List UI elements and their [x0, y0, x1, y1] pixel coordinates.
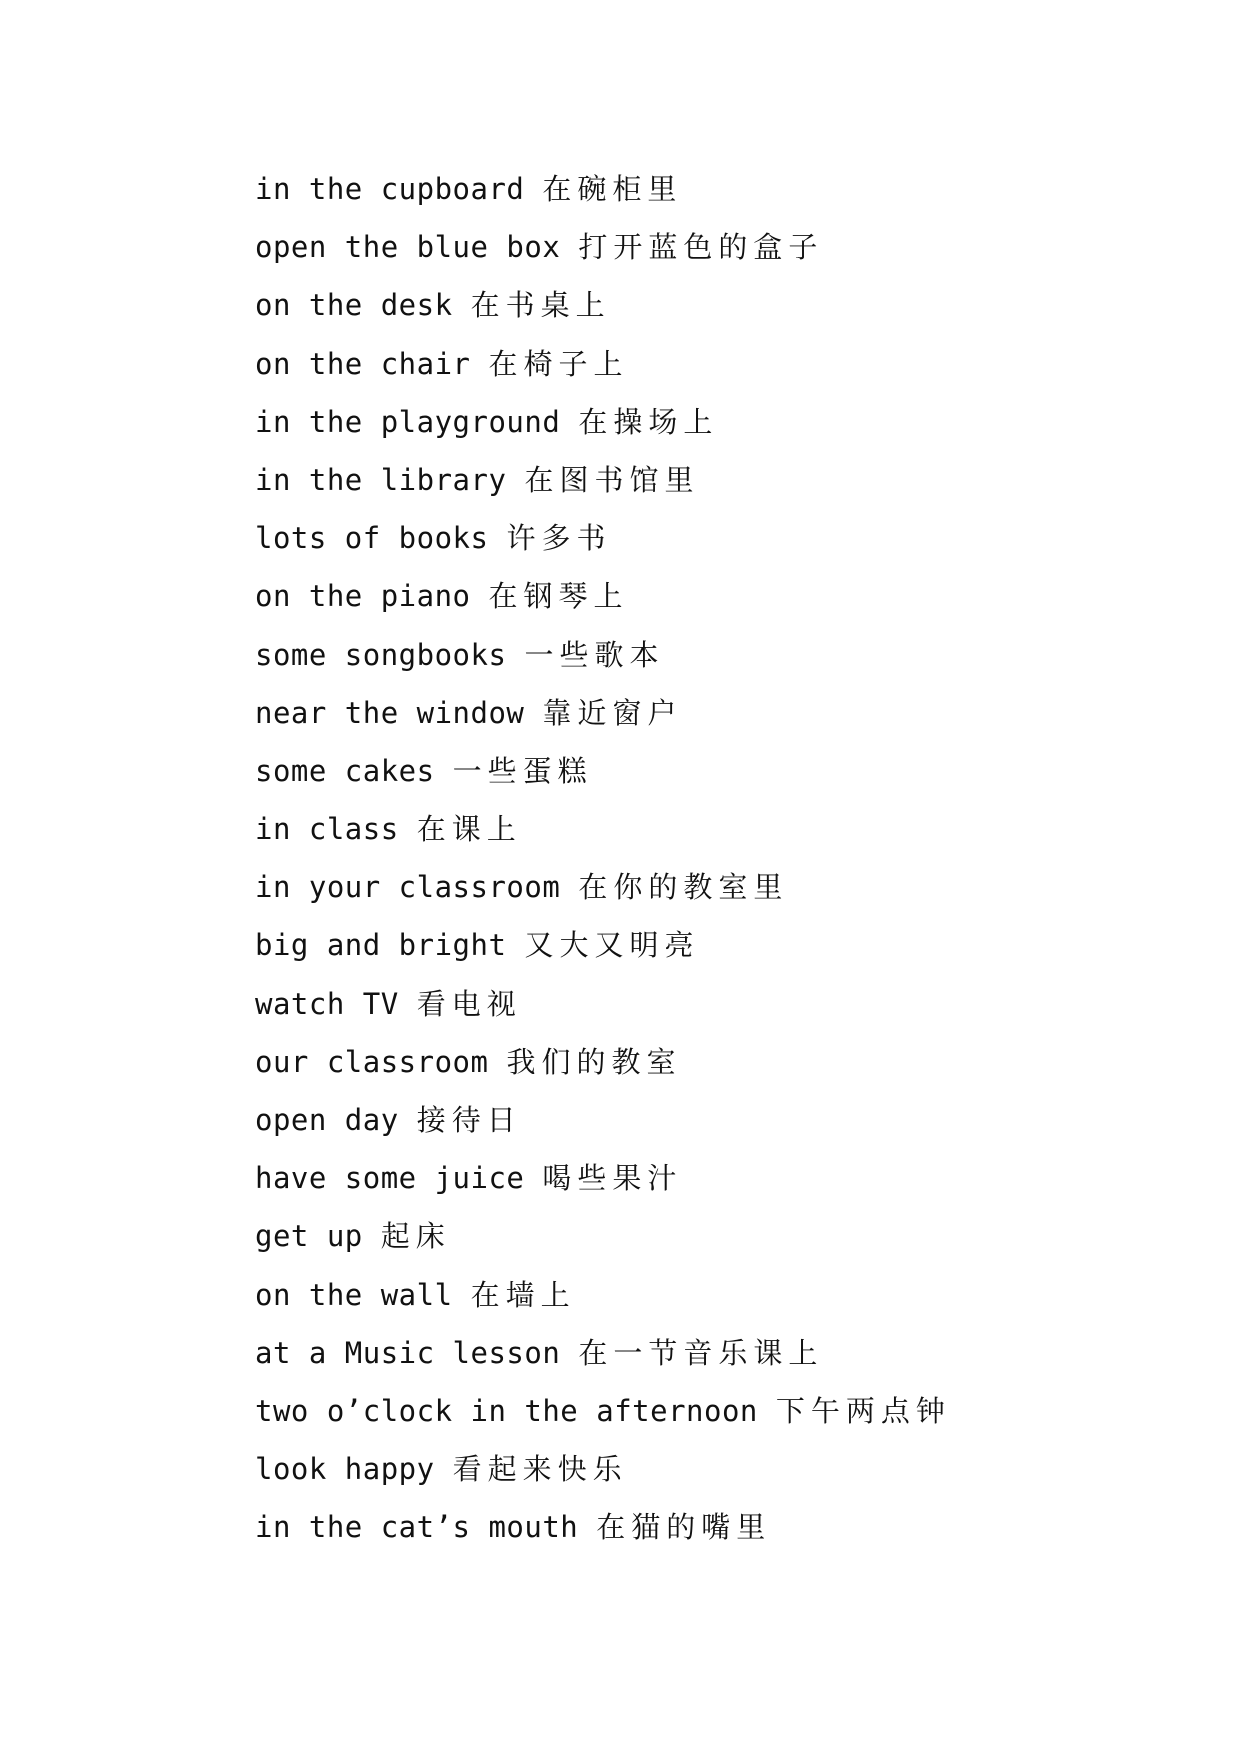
phrase-chinese: 在你的教室里 — [578, 870, 789, 905]
phrase-line — [255, 916, 951, 974]
phrase-english: in the cat’s mouth — [255, 1510, 579, 1545]
phrase-english: open day — [255, 1103, 399, 1137]
phrase-chinese: 又大又明亮 — [524, 928, 700, 963]
phrase-line — [255, 1440, 951, 1498]
phrase-chinese: 在椅子上 — [488, 346, 629, 381]
phrase-english: some songbooks — [255, 637, 507, 672]
phrase-line — [255, 1324, 951, 1382]
phrase-line — [255, 335, 951, 393]
phrase-line — [255, 1033, 951, 1091]
phrase-line — [255, 1498, 951, 1556]
phrase-line — [255, 1207, 951, 1265]
phrase-english: look happy — [255, 1452, 435, 1487]
phrase-chinese: 在书桌上 — [470, 288, 611, 323]
phrase-chinese: 起床 — [380, 1219, 451, 1254]
phrase-chinese: 喝些果汁 — [542, 1161, 683, 1196]
phrase-line — [255, 160, 951, 218]
phrase-english: watch TV — [255, 986, 399, 1021]
phrase-line — [255, 393, 951, 451]
phrase-chinese: 在钢琴上 — [488, 579, 629, 614]
phrase-line — [255, 742, 951, 800]
phrase-chinese: 靠近窗户 — [542, 695, 683, 730]
phrase-english: on the desk — [255, 288, 453, 323]
phrase-chinese: 在猫的嘴里 — [596, 1510, 772, 1545]
phrase-chinese: 在图书馆里 — [524, 462, 700, 497]
phrase-english: near the window — [255, 695, 525, 730]
phrase-line — [255, 858, 951, 916]
phrase-english: in your classroom — [255, 870, 561, 905]
phrase-line — [255, 800, 951, 858]
phrase-english: in the library — [255, 462, 507, 497]
phrase-english: get up — [255, 1219, 363, 1254]
phrase-line — [255, 626, 951, 684]
phrase-english: on the piano — [255, 579, 471, 614]
phrase-chinese: 一些蛋糕 — [452, 753, 593, 788]
phrase-chinese: 下午两点钟 — [775, 1393, 951, 1428]
phrase-line — [255, 684, 951, 742]
phrase-chinese: 看电视 — [416, 986, 522, 1021]
phrase-line — [255, 567, 951, 625]
phrase-english: our classroom — [255, 1044, 489, 1079]
phrase-chinese: 看起来快乐 — [452, 1452, 628, 1487]
phrase-english: open the blue box — [255, 230, 561, 265]
phrase-english: have some juice — [255, 1161, 525, 1196]
phrase-line — [255, 451, 951, 509]
phrase-chinese: 在课上 — [416, 812, 522, 847]
phrase-english: big and bright — [255, 928, 507, 963]
phrase-line — [255, 975, 951, 1033]
phrase-english: in the cupboard — [255, 172, 525, 206]
phrase-line — [255, 509, 951, 567]
phrase-english: on the wall — [255, 1277, 453, 1312]
phrase-english: lots of books — [255, 521, 489, 556]
phrase-english: on the chair — [255, 346, 471, 381]
phrase-chinese: 在一节音乐课上 — [578, 1335, 824, 1370]
phrase-line — [255, 1149, 951, 1207]
phrase-english: some cakes — [255, 753, 435, 788]
phrase-chinese: 接待日 — [416, 1103, 522, 1137]
phrase-line — [255, 1091, 951, 1149]
phrase-english: in the playground — [255, 404, 561, 439]
phrase-chinese: 在操场上 — [578, 404, 719, 439]
phrase-list — [255, 160, 951, 1557]
phrase-english: at a Music lesson — [255, 1335, 561, 1370]
phrase-chinese: 许多书 — [506, 521, 612, 556]
phrase-line — [255, 218, 951, 276]
phrase-line — [255, 276, 951, 334]
phrase-line — [255, 1266, 951, 1324]
phrase-english: in class — [255, 812, 399, 847]
phrase-chinese: 在碗柜里 — [542, 172, 683, 206]
phrase-chinese: 一些歌本 — [524, 637, 665, 672]
phrase-english: two o’clock in the afternoon — [255, 1393, 758, 1428]
phrase-chinese: 我们的教室 — [506, 1044, 682, 1079]
phrase-line — [255, 1382, 951, 1440]
phrase-chinese: 在墙上 — [470, 1277, 576, 1312]
phrase-chinese: 打开蓝色的盒子 — [578, 230, 824, 265]
